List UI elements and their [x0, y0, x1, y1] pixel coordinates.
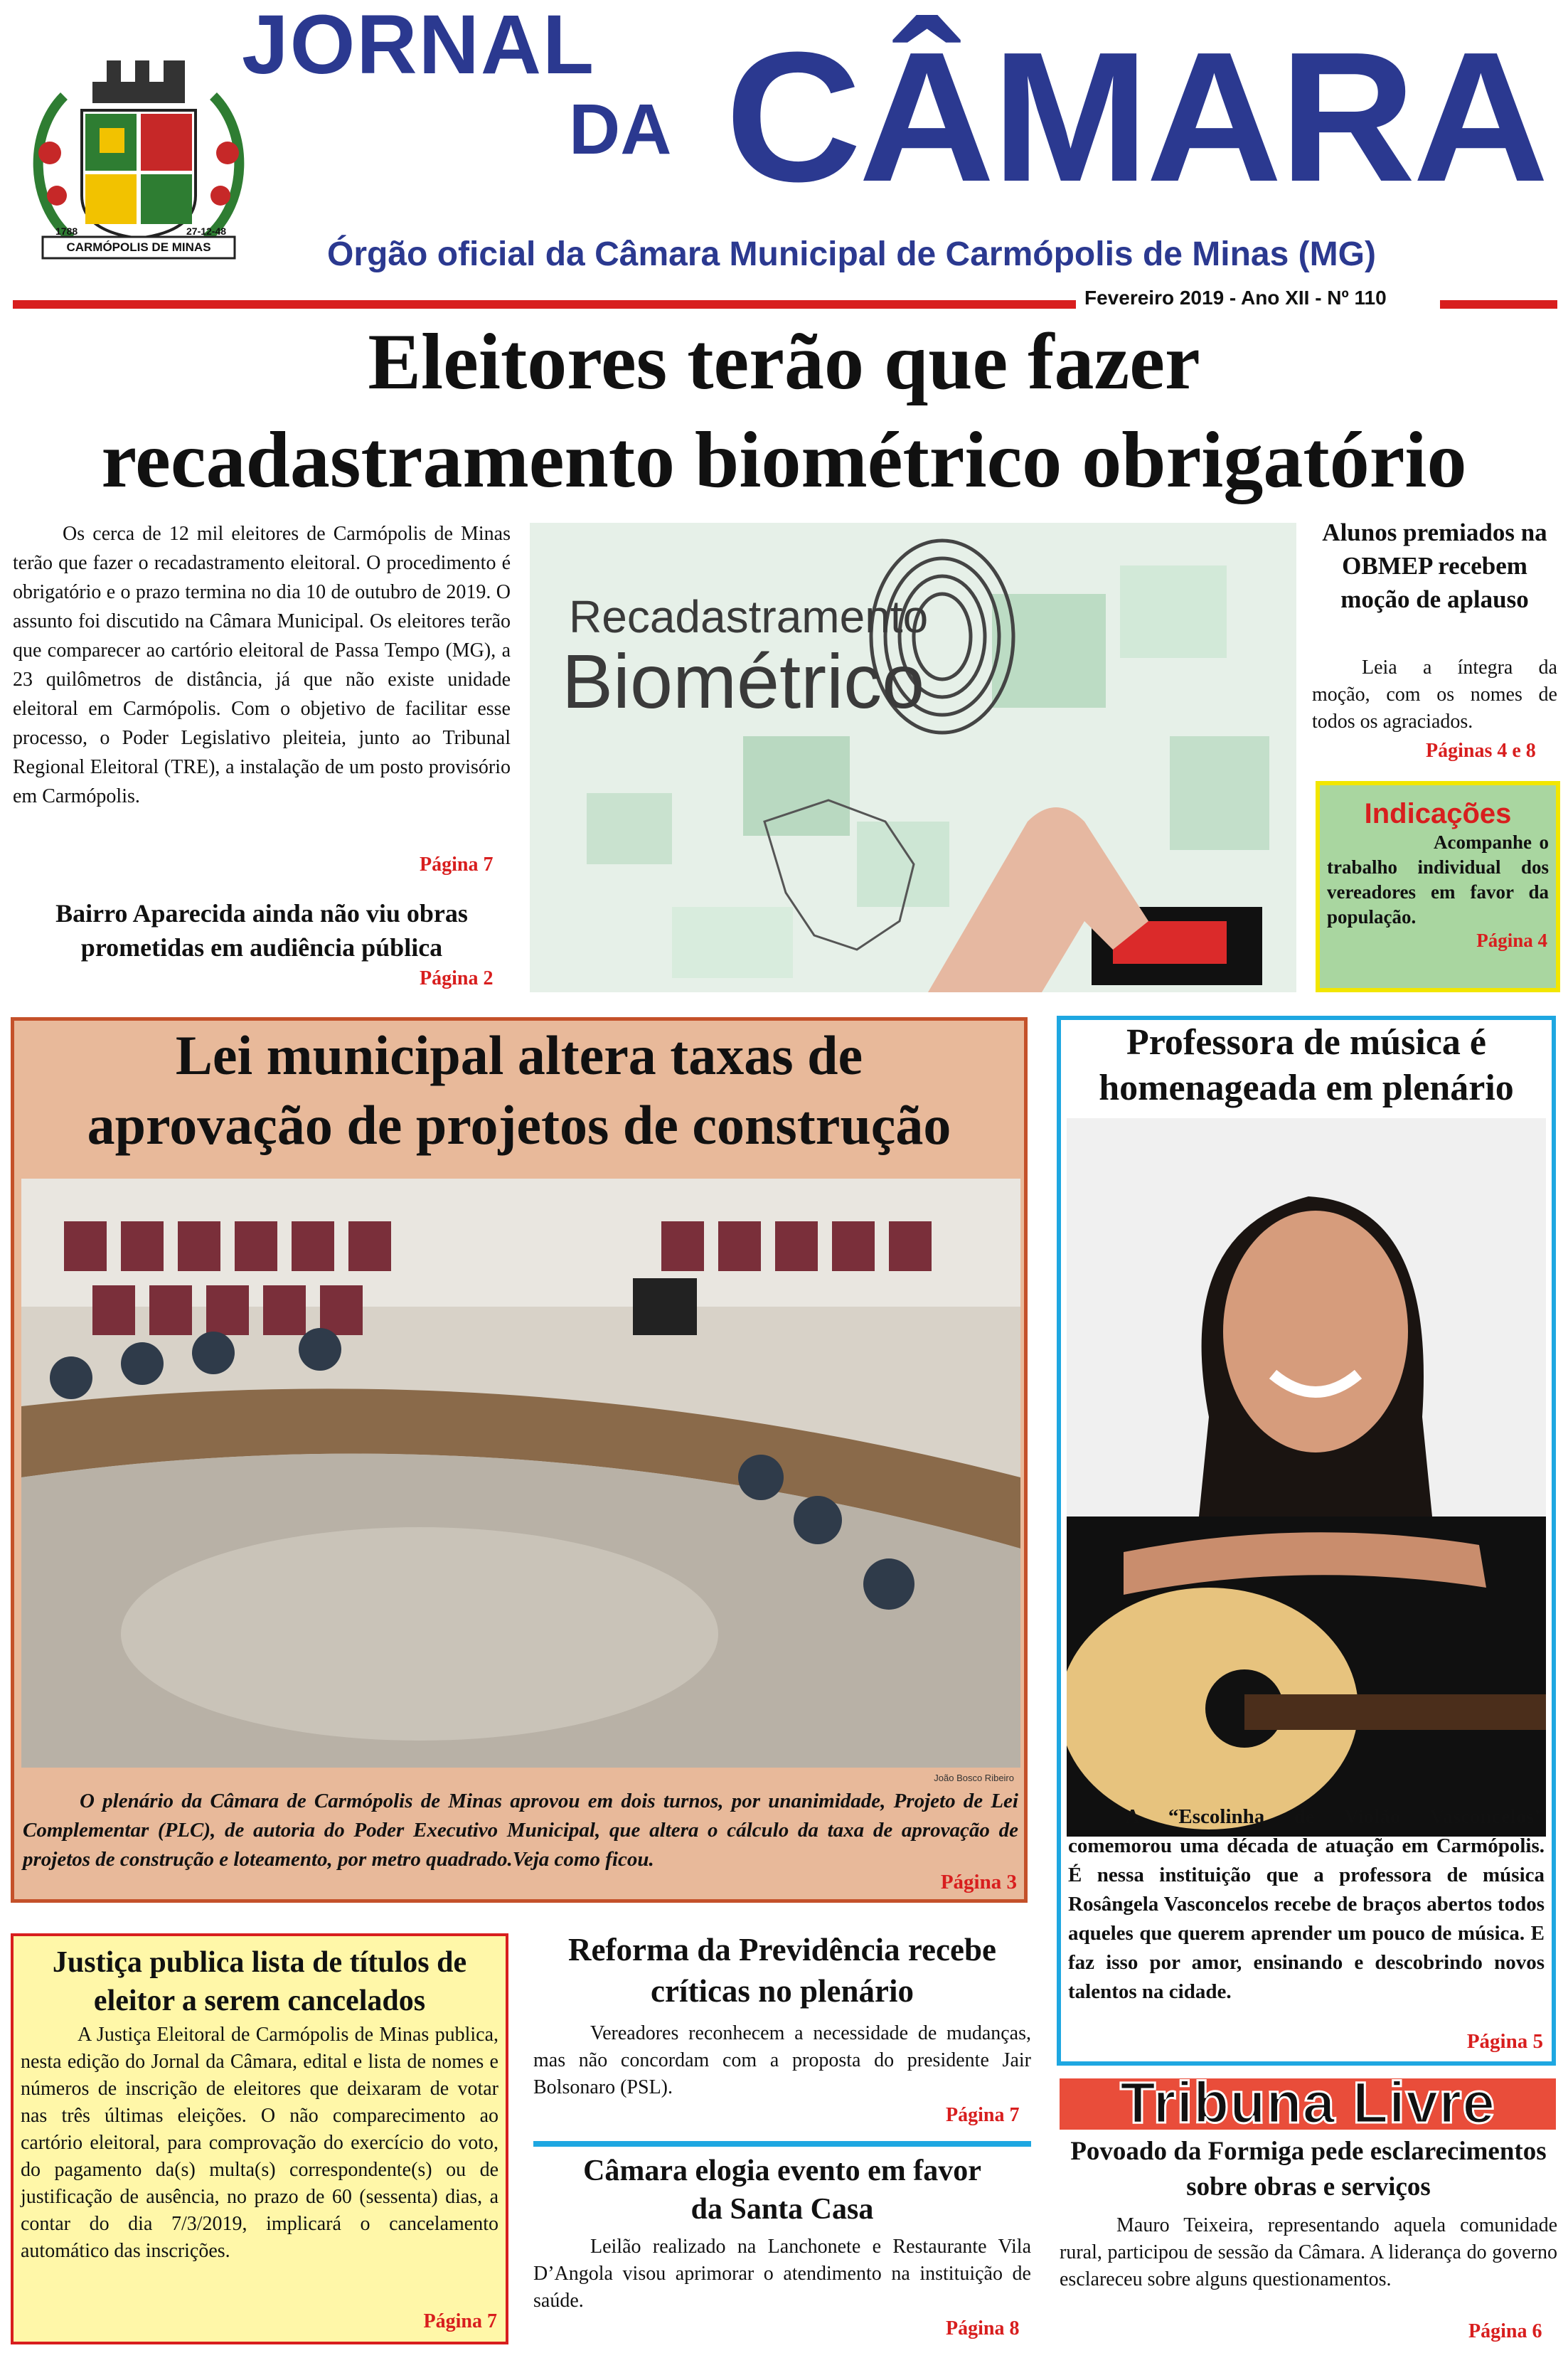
lei-page-ref: Página 3 — [940, 1871, 1017, 1893]
biometric-image — [530, 523, 1296, 992]
tribuna-banner — [1060, 2078, 1556, 2130]
lei-caption: O plenário da Câmara de Carmópolis de Minas aprovou em dois turnos, por unanimidade, Projeto de Lei Complementar (PLC), de autoria do Poder Executivo Municipal, que altera o cálculo da taxa de aprovação de projetos de construção e loteamento, por metro quadrado.Veja como ficou. — [23, 1790, 1018, 1871]
lead-story-text: Os cerca de 12 mil eleitores de Carmópolis de Minas terão que fazer o recadastramento eleitoral. O procedimento é obrigatório e o prazo termina no dia 10 de outubro de 2019. O assunto foi discutido na Câmara Municipal. Os eleitores terão que comparecer ao cartório eleitoral de Passa Tempo (MG), a 23 quilômetros de distância, já que não existe unidade eleitoral em Carmópolis. Com o objetivo de facilitar esse processo, o Poder Legislativo pleiteia, junto ao Tribunal Regional Eleitoral (TRE), a instalação de um posto provisório em Carmópolis. — [13, 523, 511, 807]
indicacoes-text: Acompanhe o trabalho individual dos vereadores em favor da população. — [1327, 832, 1549, 928]
obmep-title: Alunos premiados na OBMEP recebem moção de aplauso — [1322, 519, 1547, 613]
masthead-subtitle: Órgão oficial da Câmara Municipal de Carmópolis de Minas (MG) — [327, 235, 1376, 273]
santa-casa-rule — [533, 2141, 1031, 2147]
previdencia-page-ref: Página 7 — [946, 2104, 1020, 2126]
lei-box — [11, 1017, 1028, 1903]
justica-text: A Justiça Eleitoral de Carmópolis de Minas publica, nesta edição do Jornal da Câmara, edital e lista de nomes e números de inscrição de eleitores que deixaram de votar nas três últimas eleições. O não comparecimento ao cartório eleitoral, para comprovação do exercício do voto, do pagamento da(s) multa(s) correspondente(s) ou de justificação de ausência, no prazo de 60 (sessenta) dias, a contar do dia 7/3/2019, implicará o cancelamento automático das inscrições. — [21, 2024, 498, 2262]
santa-casa-text: Leilão realizado na Lanchonete e Restaurante Vila D’Angola visou aprimorar o atendimento na instituição de saúde. — [533, 2236, 1031, 2312]
indicacoes-box — [1316, 781, 1560, 992]
edition-info: Fevereiro 2019 - Ano XII - Nº 110 — [1084, 287, 1387, 309]
tribuna-page-ref: Página 6 — [1468, 2320, 1542, 2342]
obmep-text: Leia a íntegra da moção, com os nomes de todos os agraciados. — [1312, 657, 1557, 733]
plenary-photo — [21, 1179, 1020, 1768]
professora-photo — [1067, 1118, 1546, 1837]
crest-year-left: 1788 — [55, 225, 78, 237]
obmep-page-ref: Páginas 4 e 8 — [1426, 740, 1536, 762]
main-headline — [0, 313, 1568, 509]
biometric-text-line2: Biométrico — [562, 638, 925, 724]
bairro-page-ref: Página 2 — [420, 967, 494, 989]
justica-title: Justiça publica lista de títulos de eleitor a serem cancelados — [52, 1946, 467, 2017]
main-headline-line2: recadastramento biométrico obrigatório — [101, 416, 1467, 504]
previdencia-title: Reforma da Previdência recebe críticas no plenário — [568, 1932, 996, 2009]
crest-year-right: 27-12-48 — [186, 225, 227, 237]
indicacoes-title: Indicações — [1364, 798, 1512, 829]
professora-page-ref: Página 5 — [1466, 2030, 1543, 2053]
lei-title-line2: aprovação de projetos de construção — [87, 1094, 951, 1156]
indicacoes-page-ref: Página 4 — [1476, 930, 1547, 951]
tribuna-banner-text: Tribuna Livre — [1120, 2078, 1495, 2130]
lead-story-page-ref: Página 7 — [420, 854, 494, 876]
justica-page-ref: Página 7 — [423, 2310, 497, 2332]
lei-title-line1: Lei municipal altera taxas de — [175, 1024, 863, 1086]
professora-text: A “Escolinha de Violão Vasconcelos” comemorou uma década de atuação em Carmópolis. É nessa instituição que a professora de música Rosângela Vasconcelos recebe de braços abertos todos aqueles que querem aprender um pouco de música. E faz isso por amor, ensinando e descobrindo novos talentos na cidade. — [1068, 1805, 1545, 2003]
lei-title — [14, 1021, 1024, 1160]
masthead-rule-left — [13, 300, 1076, 309]
biometric-text-line1: Recadastramento — [569, 591, 929, 642]
santa-casa-title: Câmara elogia evento em favor da Santa Casa — [583, 2155, 981, 2226]
santa-casa-page-ref: Página 8 — [946, 2317, 1020, 2339]
professora-box — [1057, 1016, 1556, 2066]
masthead-rule-right — [1440, 300, 1557, 309]
crest-logo — [21, 46, 256, 267]
previdencia-text: Vereadores reconhecem a necessidade de mudanças, mas não concordam com a proposta do presidente Jair Bolsonaro (PSL). — [533, 2022, 1031, 2098]
crest-ribbon: CARMÓPOLIS DE MINAS — [66, 240, 211, 254]
masthead-title-jornal: JORNAL — [242, 0, 596, 92]
tribuna-title: Povoado da Formiga pede esclarecimentos sobre obras e serviços — [1070, 2137, 1547, 2201]
bairro-title: Bairro Aparecida ainda não viu obras prometidas em audiência pública — [55, 899, 468, 962]
professora-title: Professora de música é homenageada em plenário — [1099, 1022, 1514, 1108]
tribuna-text: Mauro Teixeira, representando aquela comunidade rural, participou de sessão da Câmara. A liderança do governo esclareceu sobre alguns questionamentos. — [1060, 2214, 1557, 2290]
justica-box — [11, 1933, 508, 2344]
masthead-title-camara: CÂMARA — [725, 14, 1547, 221]
main-headline-line1: Eleitores terão que fazer — [368, 318, 1200, 406]
plenary-photo-credit: João Bosco Ribeiro — [934, 1773, 1014, 1783]
masthead-title-da: DA — [569, 90, 672, 169]
